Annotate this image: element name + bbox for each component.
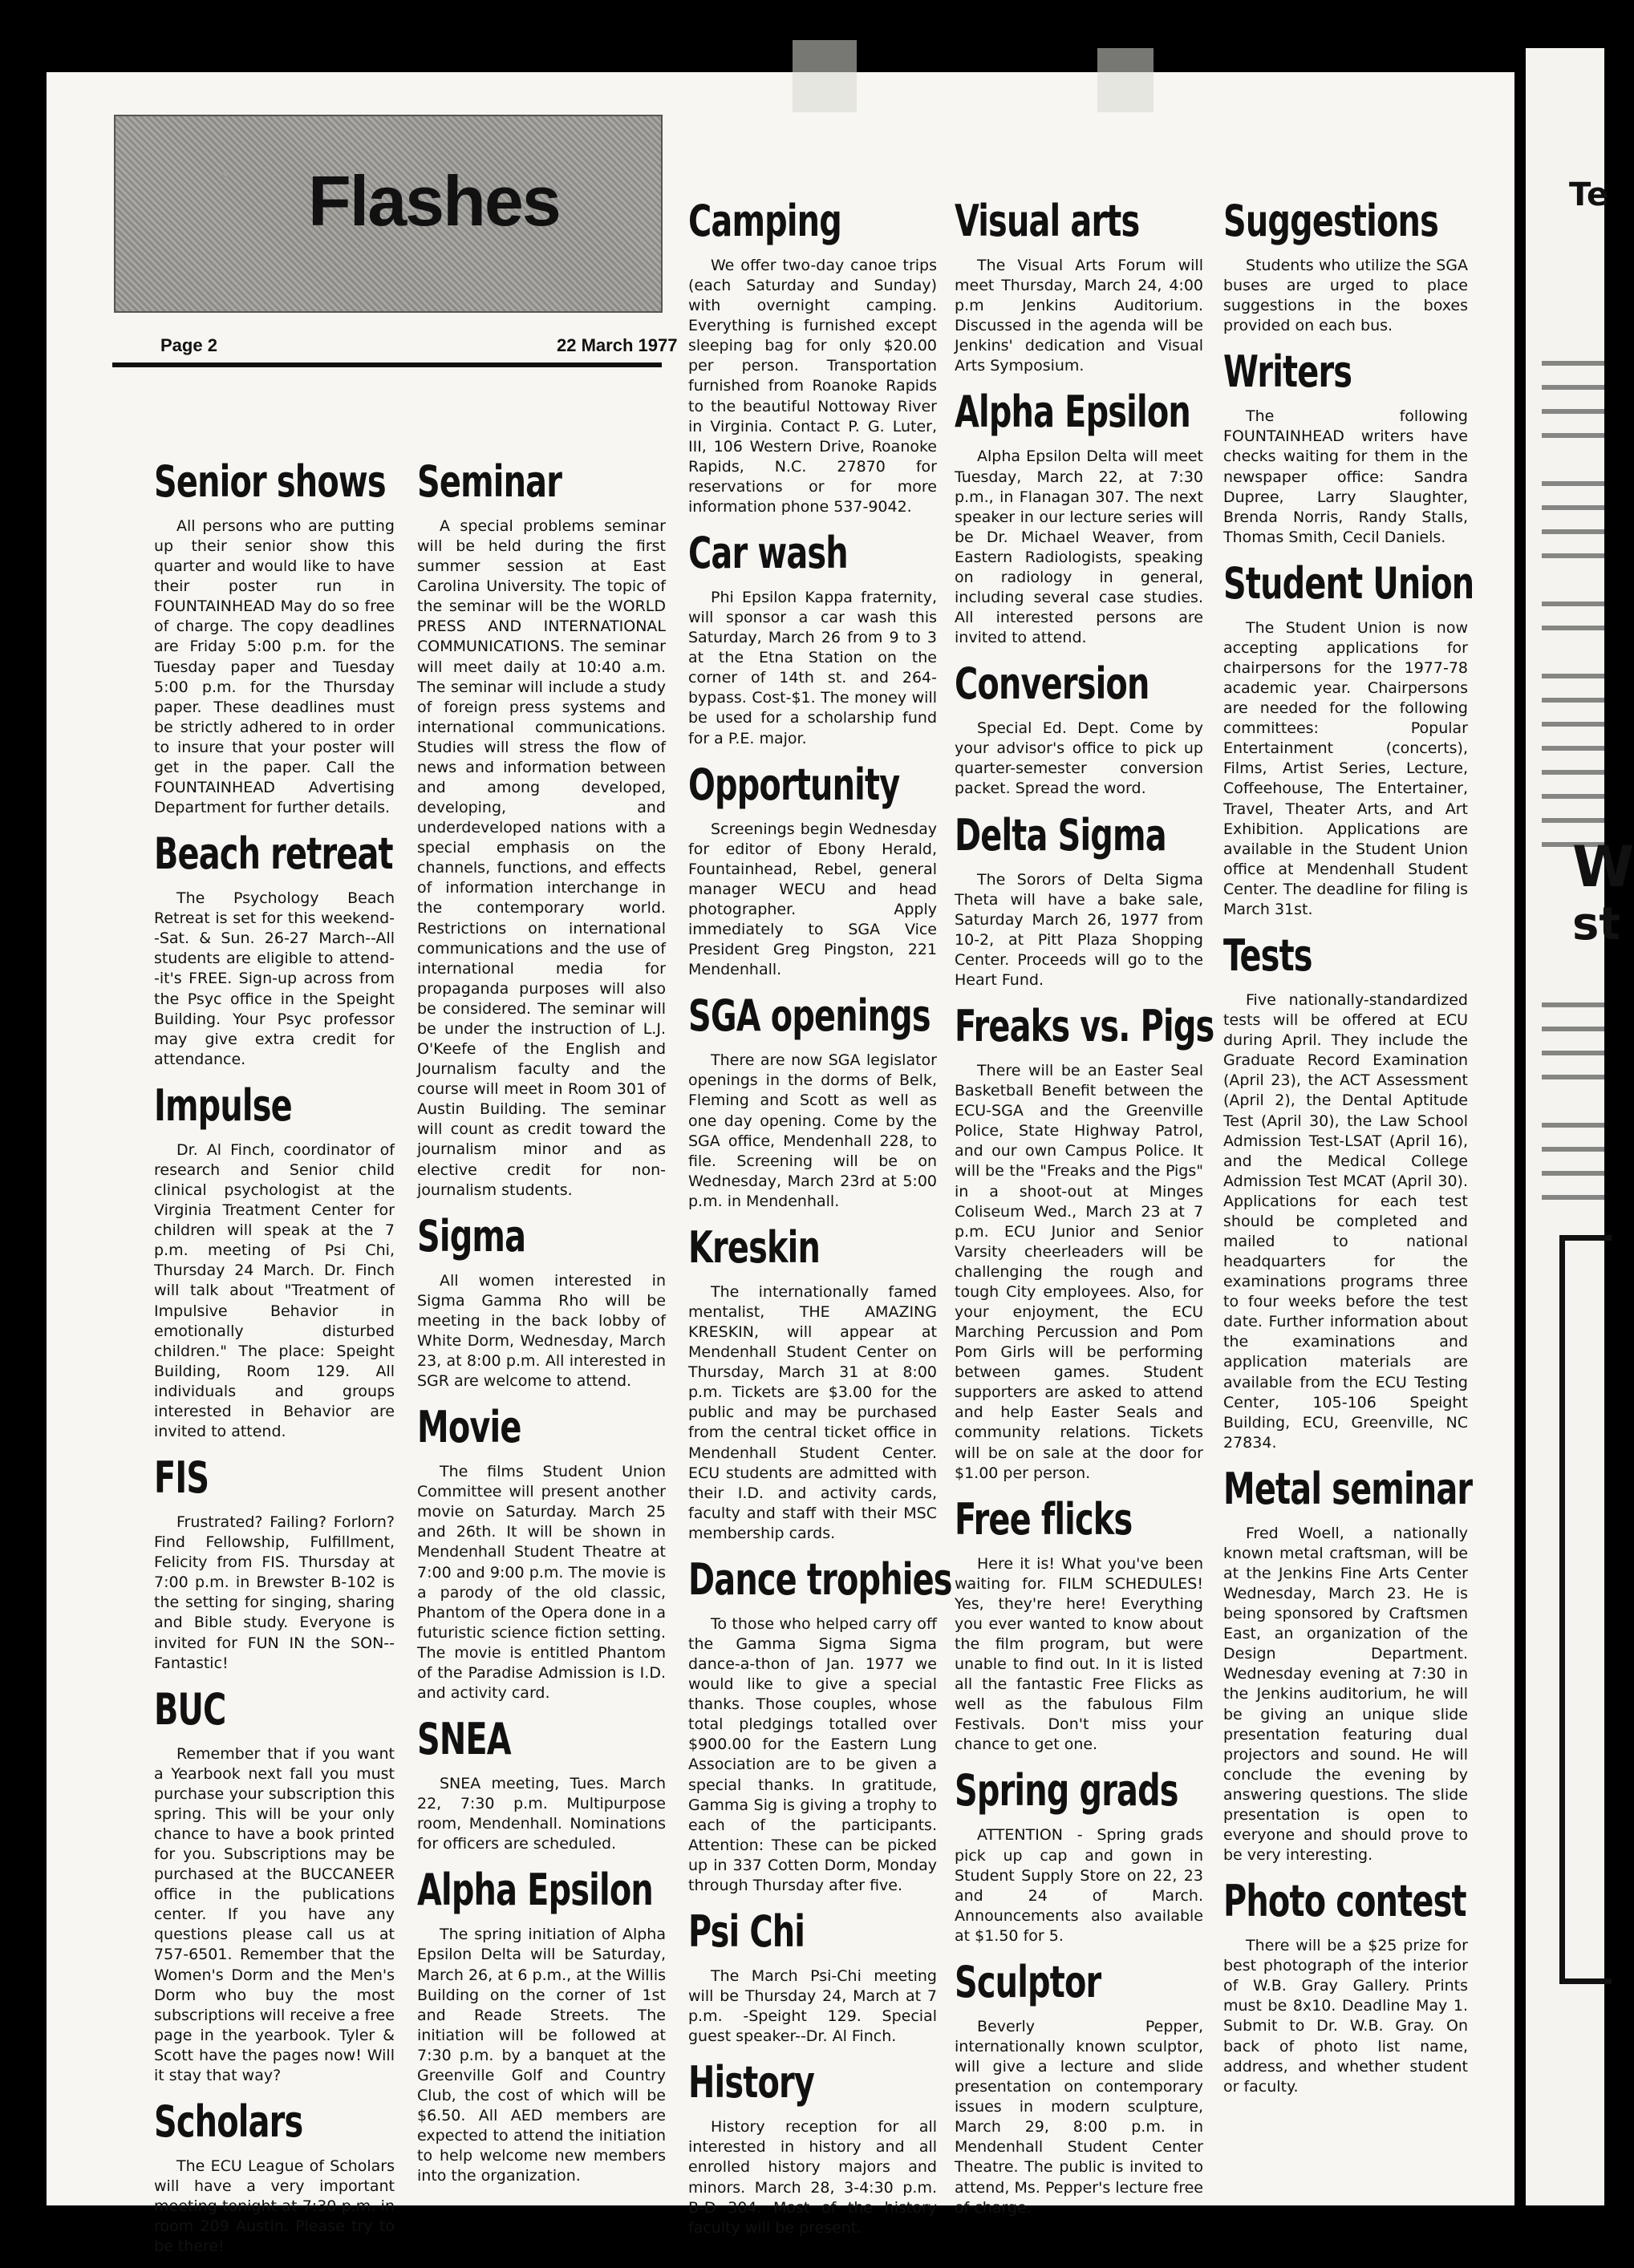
text-line <box>1542 1027 1604 1031</box>
headline: Impulse <box>154 1079 292 1131</box>
text-line <box>1542 1171 1604 1176</box>
text-line <box>1542 1123 1604 1128</box>
headline: Kreskin <box>688 1221 821 1273</box>
article-alpha-epsilon-initiation <box>417 1865 666 2186</box>
text-line <box>1542 1002 1604 1007</box>
article-car-wash <box>688 529 937 749</box>
adjacent-page-strip <box>1526 48 1634 2205</box>
headline: BUC <box>154 1683 226 1735</box>
article-body: The following FOUNTAINHEAD writers have checks waiting for them in the newspaper office: Sandra Dupree, Larry Slaughter, Brenda Norris, Randy Stalls, Thomas Smith, Cecil Daniels. <box>1223 407 1468 546</box>
column-2 <box>417 457 666 2197</box>
article-dance-trophies <box>688 1553 952 1896</box>
article-body: All women interested in Sigma Gamma Rho will be meeting in the back lobby of White Dorm, Wednesday, March 23, at 8:00 p.m. All interested in SGR are welcome to attend. <box>417 1271 666 1391</box>
article-scholars <box>154 2097 395 2257</box>
article-freaks-vs-pigs <box>955 1001 1214 1484</box>
text-line <box>1542 481 1604 486</box>
article-body: SNEA meeting, Tues. March 22, 7:30 p.m. Multipurpose room, Mendenhall. Nominations for officers are scheduled. <box>417 1775 666 1853</box>
article-body: The Visual Arts Forum will meet Thursday, March 24, 4:00 p.m Jenkins Auditorium. Discussed in the agenda will be Jenkins' dedication and Visual Arts Symposium. <box>955 257 1203 375</box>
article-psi-chi <box>688 1907 937 2047</box>
article-body: Special Ed. Dept. Come by your advisor's office to pick up quarter-semester conversion packet. Spread the word. <box>955 719 1203 798</box>
column-4 <box>955 196 1214 2230</box>
headline: Free flicks <box>955 1493 1133 1545</box>
headline: Sculptor <box>955 1956 1101 2007</box>
text-line <box>1542 601 1604 606</box>
headline: Car wash <box>688 528 848 579</box>
article-body: Screenings begin Wednesday for editor of Ebony Herald, Fountainhead, Rebel, general manager WECU and head photographer. Apply immediately to SGA Vice President Greg Pingston, 221 Mendenhall. <box>688 820 937 979</box>
headline: Alpha Epsilon <box>955 387 1190 438</box>
article-body: Five nationally-standardized tests will be offered at ECU during April. They include the Graduate Record Examination (April 23), the ACT Assessment (April 2), the Dental Aptitude Test (April 30), the Law School Admission Test-LSAT (April 16), and the Medical College Admission Test MCAT (April 30). Applications for each test should be completed and mailed to national headquarters for the examinations programs three to four weeks before the test date. Further information about the examinations and application materials are available from the ECU Testing Center, 105-106 Speight Building, ECU, Greenville, NC 27834. <box>1223 991 1468 1452</box>
text-line <box>1542 553 1604 558</box>
headline: Opportunity <box>688 759 900 810</box>
headline: Camping <box>688 196 841 246</box>
article-suggestions <box>1223 196 1468 336</box>
article-body: The March Psi-Chi meeting will be Thursday 24, March at 7 p.m. -Speight 129. Special guest speaker--Dr. Al Finch. <box>688 1967 937 2046</box>
text-line <box>1542 818 1604 823</box>
article-body: Remember that if you want a Yearbook next fall you must purchase your subscription this spring. This will be your only chance to have a book printed for you. Subscriptions may be purchased at the BUCCANEER office in the publications center. If you have any questions please call us at 757-6501. Remember that the Women's Dorm and the Men's Dorm who buy the most subscriptions will receive a free page in the yearbook. Tyler & Scott have the pages now! Will it stay that way? <box>154 1744 395 2084</box>
text-line <box>1542 794 1604 799</box>
article-body: The Psychology Beach Retreat is set for this weekend--Sat. & Sun. 26-27 March--All students are eligible to attend--it's FREE. Sign-up across from the Psyc office in the Speight Building. Your Psyc professor may give extra credit for attendance. <box>154 889 395 1068</box>
text-line <box>1542 361 1604 366</box>
print-shadow <box>793 40 857 112</box>
text-line <box>1542 385 1604 390</box>
article-body: All persons who are putting up their senior show this quarter and would like to have their poster run in FOUNTAINHEAD May do so free of charge. The copy deadlines are Friday 5:00 p.m. for the Tuesday paper and Tuesday 5:00 p.m. for the Thursday paper. These deadlines must be strictly adhered to in order to insure that your poster will get in the paper. Call the FOUNTAINHEAD Advertising Department for further details. <box>154 517 395 817</box>
article-buc <box>154 1685 395 2086</box>
boxed-ad <box>1559 1235 1612 1984</box>
article-body: The Sorors of Delta Sigma Theta will have a bake sale, Saturday March 26, 1977 from 10-2, at Pitt Plaza Shopping Center. Proceeds will go to the Heart Fund. <box>955 870 1203 989</box>
headline: Suggestions <box>1223 196 1438 246</box>
article-body: There will be an Easter Seal Basketball Benefit between the ECU-SGA and the Greenville Police, State Highway Patrol, and our own Campus Police. It will be the "Freaks and the Pigs" in a shoot-out at Minges Coliseum Wed., March 23 at 7 p.m. ECU Junior and Senior Varsity cheerleaders will be challenging the rough and tough City employees. Also, for your enjoyment, the ECU Marching Percussion and Pom Pom Girls will be performing between games. Student supporters are asked to attend and help Easter Seals and community relations. Tickets will be on sale at the door for $1.00 per person. <box>955 1062 1203 1482</box>
headline: FIS <box>154 1452 209 1504</box>
headline: SNEA <box>417 1714 511 1765</box>
headline: Conversion <box>955 658 1149 710</box>
text-line <box>1542 626 1604 630</box>
headline: SGA openings <box>688 990 931 1042</box>
article-tests <box>1223 931 1468 1453</box>
text-line <box>1542 698 1604 703</box>
headline: Scholars <box>154 2096 303 2147</box>
article-beach-retreat <box>154 829 395 1070</box>
page-title: Flashes <box>308 161 560 241</box>
headline: Delta Sigma <box>955 809 1166 861</box>
text-line <box>1542 746 1604 751</box>
article-snea <box>417 1715 666 1854</box>
article-body: A special problems seminar will be held during the first summer session at East Carolina University. The topic of the seminar will be the WORLD PRESS AND INTERNATIONAL COMMUNICATIONS. The seminar will meet daily at 10:40 a.m. The seminar will include a study of foreign press systems and international communications. Studies will stress the flow of news and information between and among developed, developing, and underdeveloped nations with a special emphasis on the channels, functions, and effects of information interchange in the contemporary world. Restrictions on international communications and the use of international media for propaganda purposes will also be considered. The seminar will be under the instruction of L.J. O'Keefe of the English and Journalism faculty and the course will meet in Room 301 of Austin Building. The seminar will count as credit toward the journalism minor and as elective credit for non-journalism students. <box>417 517 666 1199</box>
headline: Writers <box>1223 346 1352 398</box>
text-line <box>1542 409 1604 414</box>
article-body: We offer two-day canoe trips (each Saturday and Sunday) with overnight camping. Everything is furnished except sleeping bag for only $20.00 per person. Transportation furnished from Roanoke Rapids to the beautiful Nottoway River in Virginia. Contact P. G. Luter, III, 106 Western Drive, Roanoke Rapids, N.C. 27870 for reservations or for more information phone 537-9042. <box>688 257 937 516</box>
headline: Photo contest <box>1223 1876 1466 1927</box>
column-3 <box>688 196 952 2250</box>
headline: Spring grads <box>955 1765 1178 1816</box>
text-line <box>1542 770 1604 775</box>
headline: Psi Chi <box>688 1906 805 1957</box>
article-body: There are now SGA legislator openings in the dorms of Belk, Fleming and Scott as well as one day opening. Come by the SGA office, Mendenhall 228, to file. Screening will be on Wednesday, March 23rd at 5:00 p.m. in Mendenhall. <box>688 1051 937 1210</box>
text-line <box>1542 1195 1604 1200</box>
headline: Seminar <box>417 456 562 507</box>
adjacent-headline-large: W <box>1572 834 1634 900</box>
article-body: Beverly Pepper, internationally known sculptor, will give a lecture and slide presentation on contemporary issues in modern sculpture, March 29, 8:00 p.m. in Mendenhall Student Center Theatre. The public is invited to attend, Ms. Pepper's lecture free of charge. <box>955 2017 1203 2217</box>
headline: Tests <box>1223 930 1312 982</box>
article-sigma <box>417 1212 666 1391</box>
headline: Sigma <box>417 1210 526 1262</box>
article-body: History reception for all interested in history and all enrolled history majors and minors. March 28, 3-4:30 p.m. B-D 304. Most of the history faculty will be present. <box>688 2118 937 2237</box>
text-line <box>1542 1051 1604 1055</box>
article-body: Alpha Epsilon Delta will meet Tuesday, March 22, at 7:30 p.m., in Flanagan 307. The next speaker in our lecture series will be Dr. Michael Weaver, from Eastern Radiologists, speaking on radiology in general, including several case studies. All interested persons are invited to attend. <box>955 448 1203 647</box>
article-body: There will be a $25 prize for best photograph of the interior of W.B. Gray Gallery. Prints must be 8x10. Deadline May 1. Submit to Dr. W.B. Gray. On back of photo list name, address, and whether student or faculty. <box>1223 1937 1468 2096</box>
article-movie <box>417 1403 666 1703</box>
text-line <box>1542 722 1604 727</box>
article-body: ATTENTION - Spring grads pick up cap and gown in Student Supply Store on 22, 23 and 24 of March. Announcements also available at $1.50 for 5. <box>955 1826 1203 1945</box>
article-body: The Student Union is now accepting applications for chairpersons for the 1977-78 academic year. Chairpersons are needed for the following committees: Popular Entertainment (concerts), Films, Artist Series, Lecture, Coffeehouse, The Entertainer, Travel, Theater Arts, and Art Exhibition. Applications are available in the Student Union office at Mendenhall Student Center. The deadline for filing is March 31st. <box>1223 618 1468 918</box>
article-visual-arts <box>955 196 1203 376</box>
article-body: The ECU League of Scholars will have a very important meeting tonight at 7:30 p.m. in room 209 Austin. Please try to be there! <box>154 2157 395 2256</box>
article-spring-grads <box>955 1766 1203 1946</box>
article-body: Fred Woell, a nationally known metal craftsman, will be at the Jenkins Fine Arts Center Wednesday, March 23. He is being sponsored by Craftsmen East, an organization of the Design Department. Wednesday evening at 7:30 in the Jenkins auditorium, he will be giving an unique slide presentation featuring dual projectors and sound. He will conclude the evening by answering questions. The slide presentation is open to everyone and should prove to be very interesting. <box>1223 1524 1468 1865</box>
article-delta-sigma <box>955 811 1203 990</box>
text-line <box>1542 674 1604 678</box>
headline: Senior shows <box>154 456 386 507</box>
article-body: Phi Epsilon Kappa fraternity, will sponsor a car wash this Saturday, March 26 from 9 to 3 at the Etna Station on the corner of 14th st. and 264-bypass. Cost-$1. The money will be used for a scholarship fund for a P.E. major. <box>688 589 937 747</box>
text-line <box>1542 529 1604 534</box>
article-impulse <box>154 1081 395 1442</box>
page-number: Page 2 <box>160 335 217 355</box>
print-shadow <box>1097 48 1154 112</box>
masthead-rule <box>112 362 662 367</box>
headline: Visual arts <box>955 196 1140 246</box>
article-body: Students who utilize the SGA buses are urged to place suggestions in the boxes provided on each bus. <box>1223 257 1468 335</box>
article-kreskin <box>688 1223 937 1544</box>
text-line <box>1542 433 1604 438</box>
article-history <box>688 2058 937 2238</box>
headline: Freaks vs. Pigs <box>955 1001 1214 1052</box>
headline: Beach retreat <box>154 828 393 880</box>
article-senior-shows <box>154 457 395 818</box>
headline: Movie <box>417 1402 521 1453</box>
article-body: Here it is! What you've been waiting for. FILM SCHEDULES! Yes, they're here! Everything you ever wanted to know about the film program, but were unable to find out. In it is listed all the fantastic Free Flicks as well as the fabulous Film Festivals. Don't miss your chance to get one. <box>955 1554 1203 1754</box>
headline: History <box>688 2057 815 2108</box>
text-line <box>1542 1147 1604 1152</box>
article-photo-contest <box>1223 1877 1468 2097</box>
article-sculptor <box>955 1958 1203 2218</box>
adjacent-headline-large: st <box>1572 898 1621 950</box>
issue-date: 22 March 1977 <box>557 335 678 355</box>
article-student-union <box>1223 557 1474 920</box>
flashes-banner <box>114 115 663 313</box>
article-body: Frustrated? Failing? Forlorn? Find Fellowship, Fulfillment, Felicity from FIS. Thursday at 7:00 p.m. in Brewster B-102 is the setting for singing, sharing and Bible study. Everyone is invited for FUN IN the SON--Fantastic! <box>154 1513 395 1672</box>
article-body: The spring initiation of Alpha Epsilon Delta will be Saturday, March 26, at 6 p.m., at the Willis Building on the corner of 1st and Reade Streets. The initiation will be followed at 7:30 p.m. by a banquet at the Greenville Golf and Country Club, the cost of which will be $6.50. All AED members are expected to attend the initiation to help welcome new members into the organization. <box>417 1926 666 2185</box>
headline: Metal seminar <box>1223 1463 1473 1514</box>
article-body: Dr. Al Finch, coordinator of research and Senior child clinical psychologist at the Virginia Treatment Center for children will speak at the 7 p.m. meeting of Psi Chi, Thursday 24 March. Dr. Finch will talk about "Treatment of Impulsive Behavior in emotionally disturbed children." The place: Speight Building, Room 129. All individuals and groups interested in Behavior are invited to attend. <box>154 1140 395 1440</box>
headline: Alpha Epsilon <box>417 1865 653 1916</box>
article-opportunity <box>688 760 937 981</box>
article-body: To those who helped carry off the Gamma Sigma Sigma dance-a-thon of Jan. 1977 we would like to give a special thanks. Those couples, whose total pledgings totalled over $900.00 for the Eastern Lung Association are to be given a special thanks. In gratitude, Gamma Sig is giving a trophy to each of the participants. Attention: These can be picked up in 337 Cotten Dorm, Monday through Thursday after five. <box>688 1614 937 1894</box>
article-alpha-epsilon-lecture <box>955 387 1203 648</box>
column-1 <box>154 457 395 2268</box>
article-metal-seminar <box>1223 1463 1473 1865</box>
text-line <box>1542 1075 1604 1079</box>
article-free-flicks <box>955 1495 1203 1756</box>
article-sga-openings <box>688 991 937 1212</box>
article-seminar <box>417 457 666 1201</box>
adjacent-headline: Te <box>1569 176 1609 213</box>
column-5 <box>1223 196 1474 2108</box>
article-writers <box>1223 347 1468 548</box>
headline: Student Union <box>1223 557 1474 609</box>
text-line <box>1542 505 1604 510</box>
article-fis <box>154 1453 395 1674</box>
headline: Dance trophies <box>688 1553 952 1605</box>
article-body: The films Student Union Committee will present another movie on Saturday. March 25 and 26th. It will be shown in Mendenhall Student Theatre at 7:00 and 9:00 p.m. The movie is a parody of the old classic, Phantom of the Opera done in a futuristic science fiction setting. The movie is entitled Phantom of the Paradise Admission is I.D. and activity card. <box>417 1463 666 1702</box>
article-conversion <box>955 659 1203 799</box>
article-camping <box>688 196 937 517</box>
article-body: The internationally famed mentalist, THE AMAZING KRESKIN, will appear at Mendenhall Student Center on Thursday, March 31 at 8:00 p.m. Tickets are $3.00 for the public and may be purchased from the central ticket office in Mendenhall Student Center. ECU students are admitted with their I.D. and activity cards, faculty and staff with their MSC membership cards. <box>688 1282 937 1542</box>
